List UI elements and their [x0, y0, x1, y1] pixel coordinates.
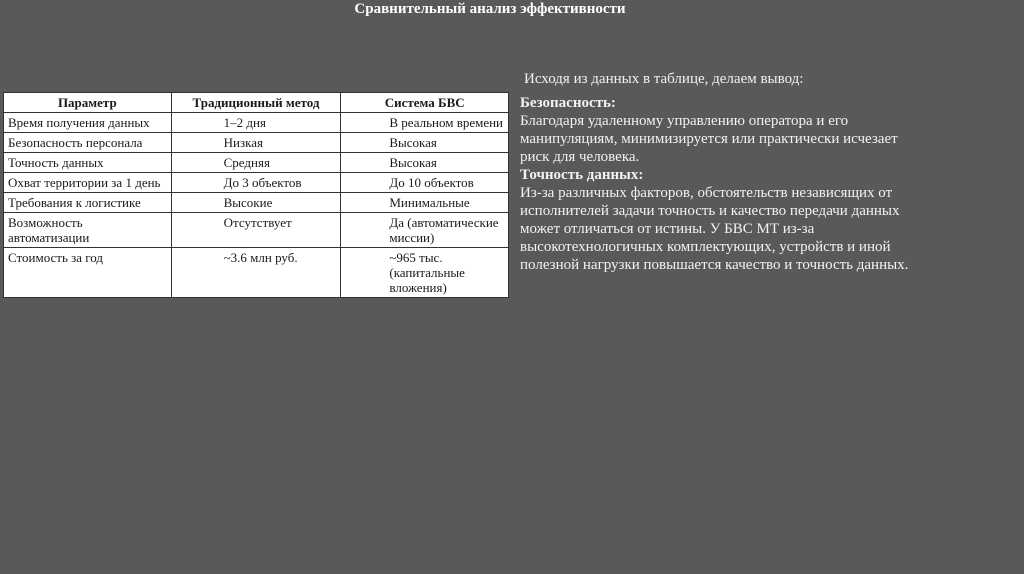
header-bvs: Система БВС [341, 93, 509, 113]
slide-title: Сравнительный анализ эффективности [354, 1, 626, 17]
row-traditional: 1–2 дня [171, 113, 341, 133]
row-traditional: Отсутствует [171, 213, 341, 248]
row-param: Стоимость за год [4, 248, 172, 298]
safety-text: Благодаря удаленному управлению оператора и его манипуляциям, минимизируется или практически исчезает риск для человека. [520, 113, 898, 165]
accuracy-heading: Точность данных: [520, 167, 644, 183]
row-bvs: Минимальные [341, 193, 509, 213]
row-param: Охват территории за 1 день [4, 173, 172, 193]
table-row [4, 133, 509, 153]
row-traditional: Высокие [171, 193, 341, 213]
conclusion-panel [520, 70, 920, 274]
row-traditional: До 3 объектов [171, 173, 341, 193]
row-traditional: ~3.6 млн руб. [171, 248, 341, 298]
row-bvs: ~965 тыс. (капитальные вложения) [341, 248, 509, 298]
row-param: Время получения данных [4, 113, 172, 133]
row-param: Требования к логистике [4, 193, 172, 213]
table-row [4, 248, 509, 298]
table-row [4, 173, 509, 193]
row-bvs: До 10 объектов [341, 173, 509, 193]
conclusion-lead: Исходя из данных в таблице, делаем вывод: [524, 71, 804, 87]
accuracy-text: Из-за различных факторов, обстоятельств независящих от исполнителей задачи точность и качество передачи данных может отличаться от истины. У БВС МТ из-за высокотехнологичных комплектующих, устройств и иной полезной нагрузки повышается качество и точность данных. [520, 185, 909, 273]
comparison-table [3, 92, 509, 298]
row-bvs: Высокая [341, 133, 509, 153]
row-bvs: Высокая [341, 153, 509, 173]
row-param: Точность данных [4, 153, 172, 173]
row-bvs: Да (автоматические миссии) [341, 213, 509, 248]
table-row [4, 113, 509, 133]
header-parameter: Параметр [4, 93, 172, 113]
safety-heading: Безопасность: [520, 95, 616, 111]
table-row [4, 213, 509, 248]
header-traditional: Традиционный метод [171, 93, 341, 113]
table-row [4, 193, 509, 213]
row-traditional: Низкая [171, 133, 341, 153]
row-bvs: В реальном времени [341, 113, 509, 133]
row-param: Безопасность персонала [4, 133, 172, 153]
row-param: Возможность автоматизации [4, 213, 172, 248]
table-header-row [4, 93, 509, 113]
row-traditional: Средняя [171, 153, 341, 173]
table-row [4, 153, 509, 173]
